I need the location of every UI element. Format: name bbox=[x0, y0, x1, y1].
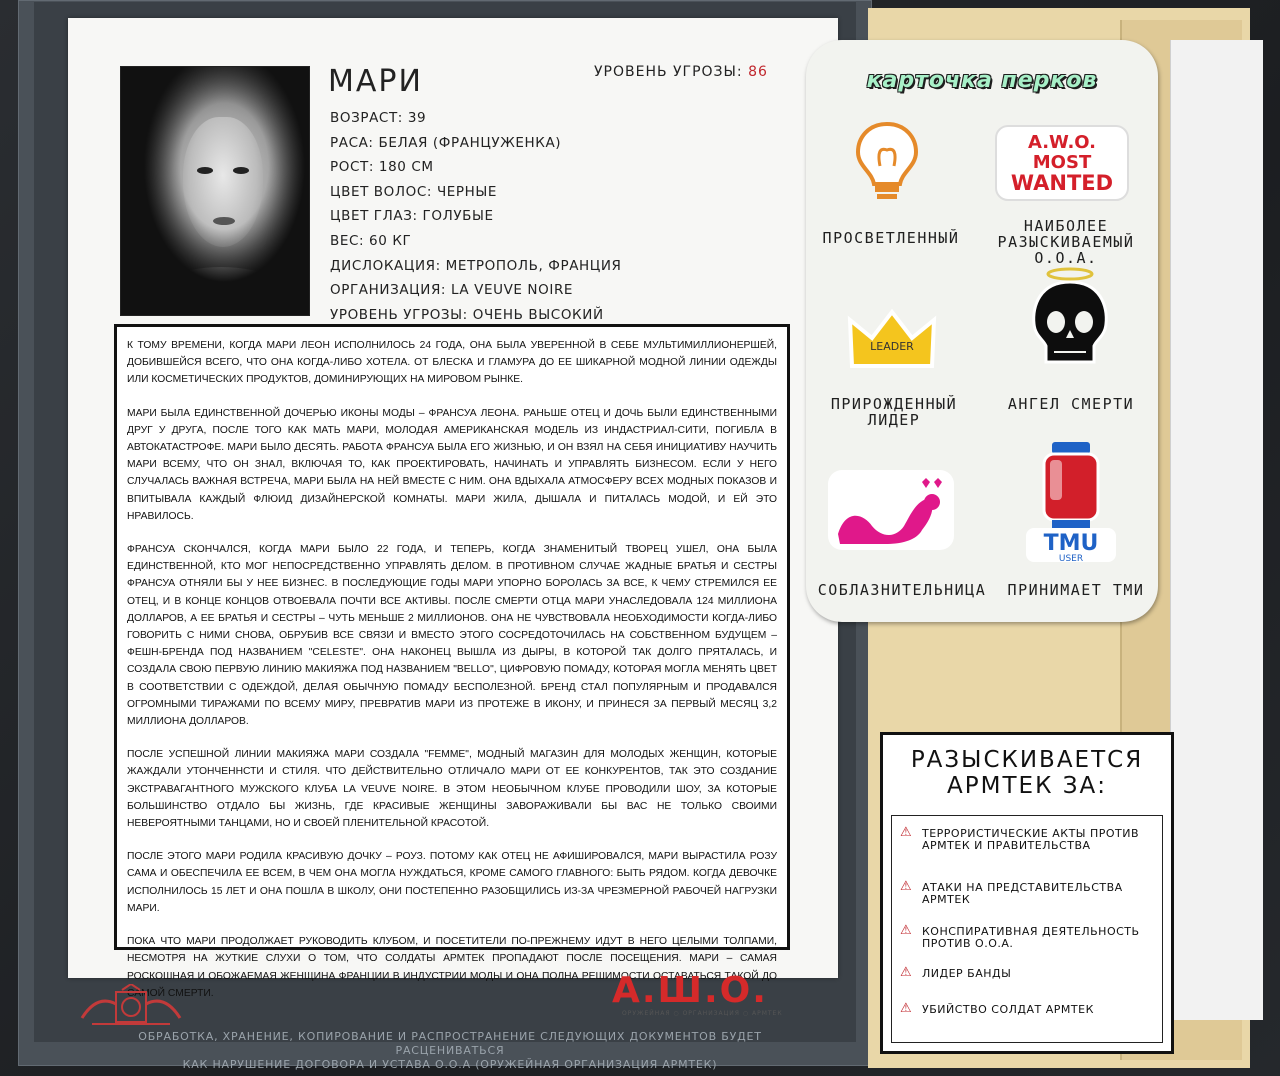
info-weight: ВЕС: 60 КГ bbox=[330, 232, 412, 249]
warning-icon: ⚠ bbox=[900, 1001, 913, 1016]
info-threat: УРОВЕНЬ УГРОЗЫ: ОЧЕНЬ ВЫСОКИЙ bbox=[330, 306, 604, 323]
wanted-title: РАЗЫСКИВАЕТСЯ АРМТЕК ЗА: bbox=[910, 747, 1144, 799]
svg-text:A.W.O.: A.W.O. bbox=[1027, 132, 1097, 153]
bio-paragraph: ФРАНСУА СКОНЧАЛСЯ, КОГДА МАРИ БЫЛО 22 ГОДА, И ТЕПЕРЬ, КОГДА ЗНАМЕНИТЫЙ ТВОРЕЦ УШЕЛ, ОНА БЫЛА ЕДИНСТВЕННОЙ, КТО МОГ НЕПОСРЕДСТВЕННО УПРАВЛЯТЬ ДЕЛОМ. В ПРОТИВНОМ СЛУЧАЕ ЖАДНЫЕ БРАТЬЯ И СЕСТРЫ ФРАНСУА ОТНЯЛИ БЫ У НЕЕ БИЗНЕС. В ПОСЛЕДУЮЩИЕ ГОДЫ МАРИ УПОРНО БОРОЛАСЬ ЗА ВСЕ, К ЧЕМУ СТРЕМИЛСЯ ЕЕ ОТЕЦ, И В КОНЦЕ КОНЦОВ ОТВОЕВАЛА ПОЧТИ ВСЕ АКТИВЫ. ПОСЛЕ СМЕРТИ ОТЦА МАРИ УНАСЛЕДОВАЛА 124 МИЛЛИОНА ДОЛЛАРОВ, А ЕЕ БРАТЬЯ И СЕСТРЫ – ЧУТЬ МЕНЬШЕ 2 МИЛЛИОНОВ. ОНА НЕ ЧУВСТВОВАЛА НЕОБХОДИМОСТИ КОГДА-ЛИБО ГОВОРИТЬ С НИМИ СНОВА, ОБРУБИВ ВСЕ СВЯЗИ И ВМЕСТО ЭТОГО СОСРЕДОТОЧИЛАСЬ НА СОБСТВЕННОМ БУДУЩЕМ – ФЕШН-БРЕНДА ПОД НАЗВАНИЕМ "CELESTE". ОНА НАКОНЕЦ ВЫШЛА ИЗ ДЫРЫ, В КОТОРОЙ ТАК ДОЛГО ПРЯТАЛАСЬ, И СОЗДАЛА СВОЮ ПЕРВУЮ ЛИНИЮ МАКИЯЖА ПОД НАЗВАНИЕМ "BELLO", ЦИФРОВУЮ ПОМАДУ, КОТОРАЯ МОГЛА МЕНЯТЬ ЦВЕТ В СООТВЕТСТВИИ С ОДЕЖДОЙ, ДЕЛАЯ ОБЫЧНУЮ ПОМАДУ БЕСПОЛЕЗНОЙ. БРЕНД СТАЛ ПОПУЛЯРНЫМ И ПРОДАВАЛСЯ ОГРОМНЫМИ ТИРАЖАМИ ПО ВСЕМУ МИРУ, ПРЕВРАТИВ МАРИ ИЗ ПРОТЕЖЕ В ИКОНУ, И ПРИНЕСЯ ЗА ПЕРВЫЙ МЕСЯЦ 3,2 МИЛЛИОНА ДОЛЛАРОВ. bbox=[127, 544, 777, 728]
tmu-icon bbox=[1016, 440, 1126, 564]
info-hair: ЦВЕТ ВОЛОС: ЧЕРНЫЕ bbox=[330, 183, 498, 200]
bio-paragraph: МАРИ БЫЛА ЕДИНСТВЕННОЙ ДОЧЕРЬЮ ИКОНЫ МОДЫ – ФРАНСУА ЛЕОНА. РАНЬШЕ ОТЕЦ И ДОЧЬ БЫЛИ ЕДИНСТВЕННЫМИ ДРУГ У ДРУГА, ПОСЛЕ ТОГО КАК МАТЬ МАРИ, МОЛОДАЯ АМЕРИКАНСКАЯ МОДЕЛЬ ИЗ ИНДАСТРИАЛ-СИТИ, ПОГИБЛА В АВТОКАТАСТРОФЕ. МАРИ БЫЛО ДЕСЯТЬ. РАБОТА ФРАНСУА БЫЛА ЕГО ЖИЗНЬЮ, И ОН ВЗЯЛ НА СЕБЯ ИНИЦИАТИВУ НАУЧИТЬ МАРИ ВСЕМУ, ЧТО ОН ЗНАЛ, ВКЛЮЧАЯ ТО, КАК ПРОЕКТИРОВАТЬ, НАЧИНАТЬ И УПРАВЛЯТЬ БИЗНЕСОМ. ЕСЛИ У НЕГО СЛУЧАЛАСЬ ВАЖНАЯ ВСТРЕЧА, МАРИ БЫЛА НА НЕЙ ВМЕСТЕ С НИМ. ОНА ВДЫХАЛА АТМОСФЕРУ ВСЕХ МОДНЫХ ПОКАЗОВ И ВПИТЫВАЛА КАЖДЫЙ ФЛЮИД ДИЗАЙНЕРСКОЙ КОМНАТЫ. МАРИ ЖИЛА, ДЫШАЛА И ПИТАЛАСЬ МОДОЙ, И ЕЙ ЭТО НРАВИЛОСЬ. bbox=[127, 407, 777, 522]
perks-card bbox=[806, 40, 1158, 622]
perk-label: НАИБОЛЕЕ РАЗЫСКИВАЕМЫЙ О.О.А. bbox=[997, 217, 1135, 267]
disclaimer-line: КАК НАРУШЕНИЕ ДОГОВОРА И УСТАВА О.О.А (ОРУЖЕЙНАЯ ОРГАНИЗАЦИЯ АРМТЕК) bbox=[182, 1058, 718, 1071]
info-organization: ОРГАНИЗАЦИЯ: LA VEUVE NOIRE bbox=[330, 282, 574, 299]
warning-icon: ⚠ bbox=[900, 965, 913, 980]
svg-text:WANTED: WANTED bbox=[1010, 171, 1114, 195]
crest-icon bbox=[72, 984, 190, 1028]
info-eyes: ЦВЕТ ГЛАЗ: ГОЛУБЫЕ bbox=[330, 208, 494, 225]
threat-level-header bbox=[594, 64, 768, 80]
perks-title: карточка перков bbox=[866, 68, 1098, 93]
legal-disclaimer bbox=[90, 1030, 810, 1072]
awo-logo: А.Ш.О. bbox=[612, 970, 768, 1011]
threat-value: 86 bbox=[748, 64, 768, 80]
svg-text:USER: USER bbox=[1058, 554, 1084, 564]
info-age: ВОЗРАСТ: 39 bbox=[330, 110, 427, 126]
warning-icon: ⚠ bbox=[900, 879, 913, 894]
crown-icon bbox=[842, 306, 942, 376]
info-location: ДИСЛОКАЦИЯ: МЕТРОПОЛЬ, ФРАНЦИЯ bbox=[330, 257, 622, 274]
perk-label: СОБЛАЗНИТЕЛЬНИЦА bbox=[817, 581, 987, 599]
lightbulb-icon bbox=[842, 116, 932, 206]
perk-label: ПРИРОЖДЕННЫЙ ЛИДЕР bbox=[830, 395, 958, 429]
bio-paragraph: К ТОМУ ВРЕМЕНИ, КОГДА МАРИ ЛЕОН ИСПОЛНИЛОСЬ 24 ГОДА, ОНА БЫЛА УВЕРЕННОЙ В СЕБЕ МУЛЬТИМИЛЛИОНЕРШЕЙ, ДОБИВШЕЙСЯ ВСЕГО, ЧТО ОНА КОГДА-ЛИБО ХОТЕЛА. ОТ БЛЕСКА И ГЛАМУРА ДО ЕЕ ШИКАРНОЙ МОДНОЙ ЛИНИИ ОДЕЖДЫ ИЛИ КОСМЕТИЧЕСКИХ ПРОДУКТОВ, ДОМИНИРУЮЩИХ НА МИРОВОМ РЫНКЕ. bbox=[127, 340, 777, 386]
back-sheet bbox=[1170, 40, 1263, 1020]
svg-text:LEADER: LEADER bbox=[870, 340, 914, 353]
subject-info bbox=[330, 106, 810, 327]
info-height: РОСТ: 180 СМ bbox=[330, 159, 434, 176]
perk-label: ПРОСВЕТЛЕННЫЙ bbox=[822, 229, 960, 247]
perk-label: ПРИНИМАЕТ ТМИ bbox=[1007, 581, 1145, 599]
threat-label: УРОВЕНЬ УГРОЗЫ: bbox=[594, 64, 743, 80]
portrait-photo bbox=[120, 66, 310, 316]
wanted-card bbox=[880, 732, 1174, 1054]
wanted-list: ⚠ ТЕРРОРИСТИЧЕСКИЕ АКТЫ ПРОТИВ АРМТЕК И ПРАВИТЕЛЬСТВА ⚠ АТАКИ НА ПРЕДСТАВИТЕЛЬСТВА АРМТЕК ⚠ КОНСПИРАТИВНАЯ ДЕЯТЕЛЬНОСТЬ ПРОТИВ О.О.А. ⚠ ЛИДЕР БАНДЫ ⚠ УБИЙСТВО СОЛДАТ АРМТЕК bbox=[891, 815, 1163, 1043]
most-wanted-icon bbox=[992, 124, 1132, 204]
svg-text:MOST: MOST bbox=[1032, 152, 1092, 173]
subject-name: МАРИ bbox=[328, 64, 423, 99]
bio-paragraph: ПОКА ЧТО МАРИ ПРОДОЛЖАЕТ РУКОВОДИТЬ КЛУБОМ, И ПОСЕТИТЕЛИ ПО-ПРЕЖНЕМУ ИДУТ В НЕГО ЦЕЛЫМИ ТОЛПАМИ, НЕСМОТРЯ НА ЖУТКИЕ СЛУХИ О ТОМ, ЧТО СОЛДАТЫ АРМТЕК ПРОПАДАЮТ ПОСЛЕ ПОСЕЩЕНИЯ. МАРИ – САМАЯ РОСКОШНАЯ И ОБОЖАЕМАЯ ЖЕНЩИНА ФРАНЦИИ В ИНДУСТРИИ МОДЫ И ОНА ПОЛНА РЕШИМОСТИ ОСТАВАТЬСЯ ТАКОЙ ДО САМОЙ СМЕРТИ. bbox=[127, 936, 777, 999]
silhouette-icon bbox=[826, 468, 956, 552]
disclaimer-line: ОБРАБОТКА, ХРАНЕНИЕ, КОПИРОВАНИЕ И РАСПРОСТРАНЕНИЕ СЛЕДУЮЩИХ ДОКУМЕНТОВ БУДЕТ РАСЦЕНИВАТЬСЯ bbox=[138, 1030, 762, 1057]
bio-paragraph: ПОСЛЕ ЭТОГО МАРИ РОДИЛА КРАСИВУЮ ДОЧКУ – РОУЗ. ПОТОМУ КАК ОТЕЦ НЕ АФИШИРОВАЛСЯ, МАРИ ВЫРАСТИЛА РОЗУ САМА И ОБЕСПЕЧИЛА ЕЕ ВСЕМ, В ЧЕМ ОНА МОГЛА НУЖДАТЬСЯ, КРОМЕ САМОГО ГЛАВНОГО: БЫТЬ РЯДОМ. КОГДА ДЕВОЧКЕ ИСПОЛНИЛОСЬ 15 ЛЕТ И ОНА ПОШЛА В ШКОЛУ, ОНИ ПОСТЕПЕННО РАЗОБЩИЛИСЬ ИЗ-ЗА ЧРЕЗМЕРНОЙ РАБОЧЕЙ НАГРУЗКИ МАРИ. bbox=[127, 851, 777, 914]
svg-text:TMU: TMU bbox=[1043, 531, 1099, 556]
bio-paragraph: ПОСЛЕ УСПЕШНОЙ ЛИНИИ МАКИЯЖА МАРИ СОЗДАЛА "FEMME", МОДНЫЙ МАГАЗИН ДЛЯ МОЛОДЫХ ЖЕНЩИН, КОТОРЫЕ ЖАЖДАЛИ УТОНЧЕННСТИ И СТИЛЯ. ЧТО ДЕЙСТВИТЕЛЬНО ОТЛИЧАЛО МАРИ ОТ ЕЕ КОНКУРЕНТОВ, ТАК ЭТО СОЗДАНИЕ ЭКСТРАВАГАНТНОГО МУЖСКОГО КЛУБА LA VEUVE NOIRE. В ЭТОМ НЕОБЫЧНОМ КЛУБЕ ПРОВОДИЛИ ШОУ, ЗА КОТОРЫЕ БОЛЬШИНСТВО ОТДАЛО БЫ ЖИЗНЬ, ГДЕ КРАСИВЫЕ ЖЕНЩИНЫ ЗАВОРАЖИВАЛИ БЫ ВАС НЕ ТОЛЬКО СВОИМИ НЕВЕРОЯТНЫМИ ТАНЦАМИ, НО И СВОЕЙ ПЛЕНИТЕЛЬНОЙ КРАСОТОЙ. bbox=[127, 749, 777, 830]
warning-icon: ⚠ bbox=[900, 923, 913, 938]
awo-logo-subtitle: ОРУЖЕЙНАЯ ○ ОРГАНИЗАЦИЯ ○ АРМТЕК bbox=[622, 1010, 783, 1017]
info-race: РАСА: БЕЛАЯ (ФРАНЦУЖЕНКА) bbox=[330, 134, 562, 151]
skull-icon bbox=[1022, 266, 1118, 376]
perk-label: АНГЕЛ СМЕРТИ bbox=[1007, 395, 1135, 413]
warning-icon: ⚠ bbox=[900, 825, 913, 840]
